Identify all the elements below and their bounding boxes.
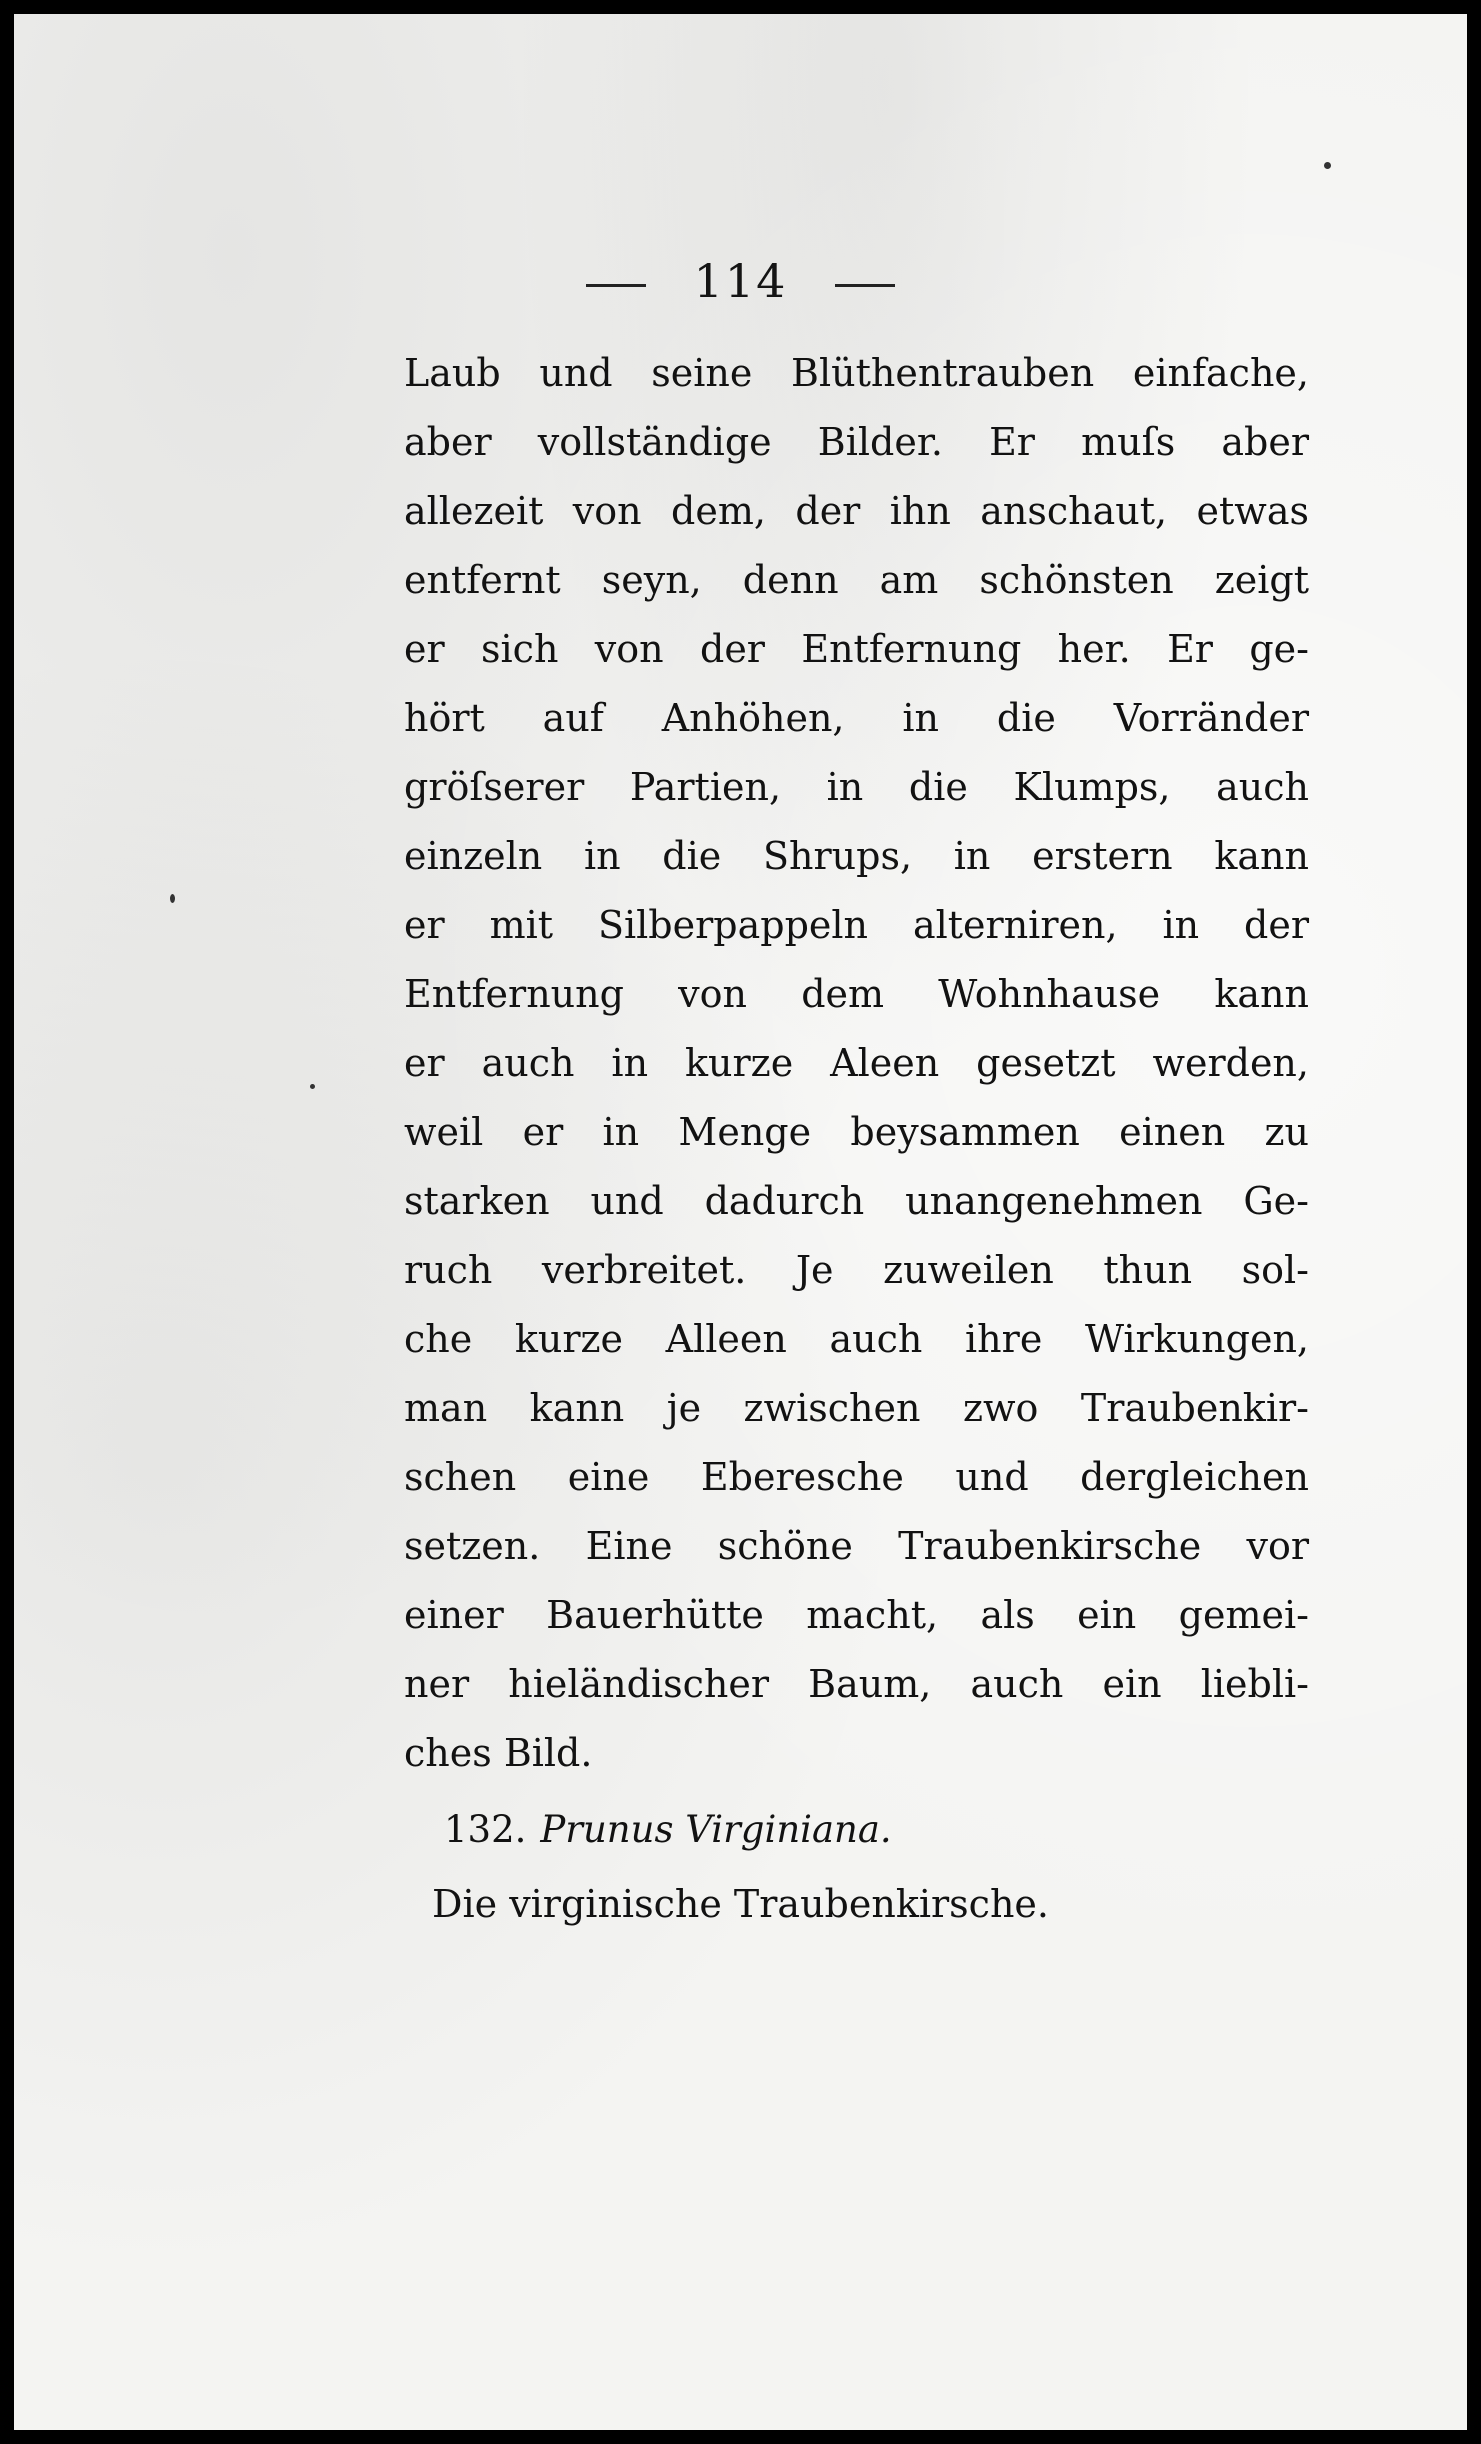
text-line: er sich von der Entfernung her. Er ge-	[404, 627, 1309, 671]
text-line: Entfernung von dem Wohnhause kann	[404, 972, 1309, 1016]
body-paragraph	[404, 339, 1309, 1788]
ink-speck	[310, 1084, 315, 1089]
text-line: er mit Silberpappeln alterniren, in der	[404, 903, 1309, 947]
text-line: man kann je zwischen zwo Traubenkir-	[404, 1386, 1309, 1430]
text-line: entfernt seyn, denn am schönsten zeigt	[404, 558, 1309, 602]
text-line: allezeit von dem, der ihn anschaut, etwas	[404, 489, 1309, 533]
text-line: hört auf Anhöhen, in die Vorränder	[404, 696, 1309, 740]
header-dash-left	[586, 284, 646, 287]
text-line: aber vollständige Bilder. Er muſs aber	[404, 420, 1309, 464]
entry-number: 132.	[444, 1808, 527, 1851]
latin-name: Prunus Virginiana.	[540, 1808, 892, 1851]
header-dash-right	[835, 284, 895, 287]
ink-speck	[170, 894, 175, 903]
text-line: Laub und seine Blüthentrauben einfache,	[404, 351, 1309, 395]
book-page	[14, 14, 1467, 2430]
page-number: 114	[693, 254, 788, 308]
ink-speck	[1324, 162, 1331, 169]
text-line: weil er in Menge beysammen einen zu	[404, 1110, 1309, 1154]
common-name: Die virginische Traubenkirsche.	[432, 1882, 1049, 1926]
species-entry	[444, 1808, 892, 1851]
text-line: starken und dadurch unangenehmen Ge-	[404, 1179, 1309, 1223]
text-line: einzeln in die Shrups, in erstern kann	[404, 834, 1309, 878]
text-line: setzen. Eine schöne Traubenkirsche vor	[404, 1524, 1309, 1568]
text-line: er auch in kurze Aleen gesetzt werden,	[404, 1041, 1309, 1085]
text-line: einer Bauerhütte macht, als ein gemei-	[404, 1593, 1309, 1637]
text-line: ruch verbreitet. Je zuweilen thun sol-	[404, 1248, 1309, 1292]
text-line: gröſserer Partien, in die Klumps, auch	[404, 765, 1309, 809]
text-line: ner hieländischer Baum, auch ein liebli-	[404, 1662, 1309, 1706]
text-line: schen eine Eberesche und dergleichen	[404, 1455, 1309, 1499]
text-line: ches Bild.	[404, 1731, 593, 1775]
text-line: che kurze Alleen auch ihre Wirkungen,	[404, 1317, 1309, 1361]
page-header	[14, 254, 1467, 308]
